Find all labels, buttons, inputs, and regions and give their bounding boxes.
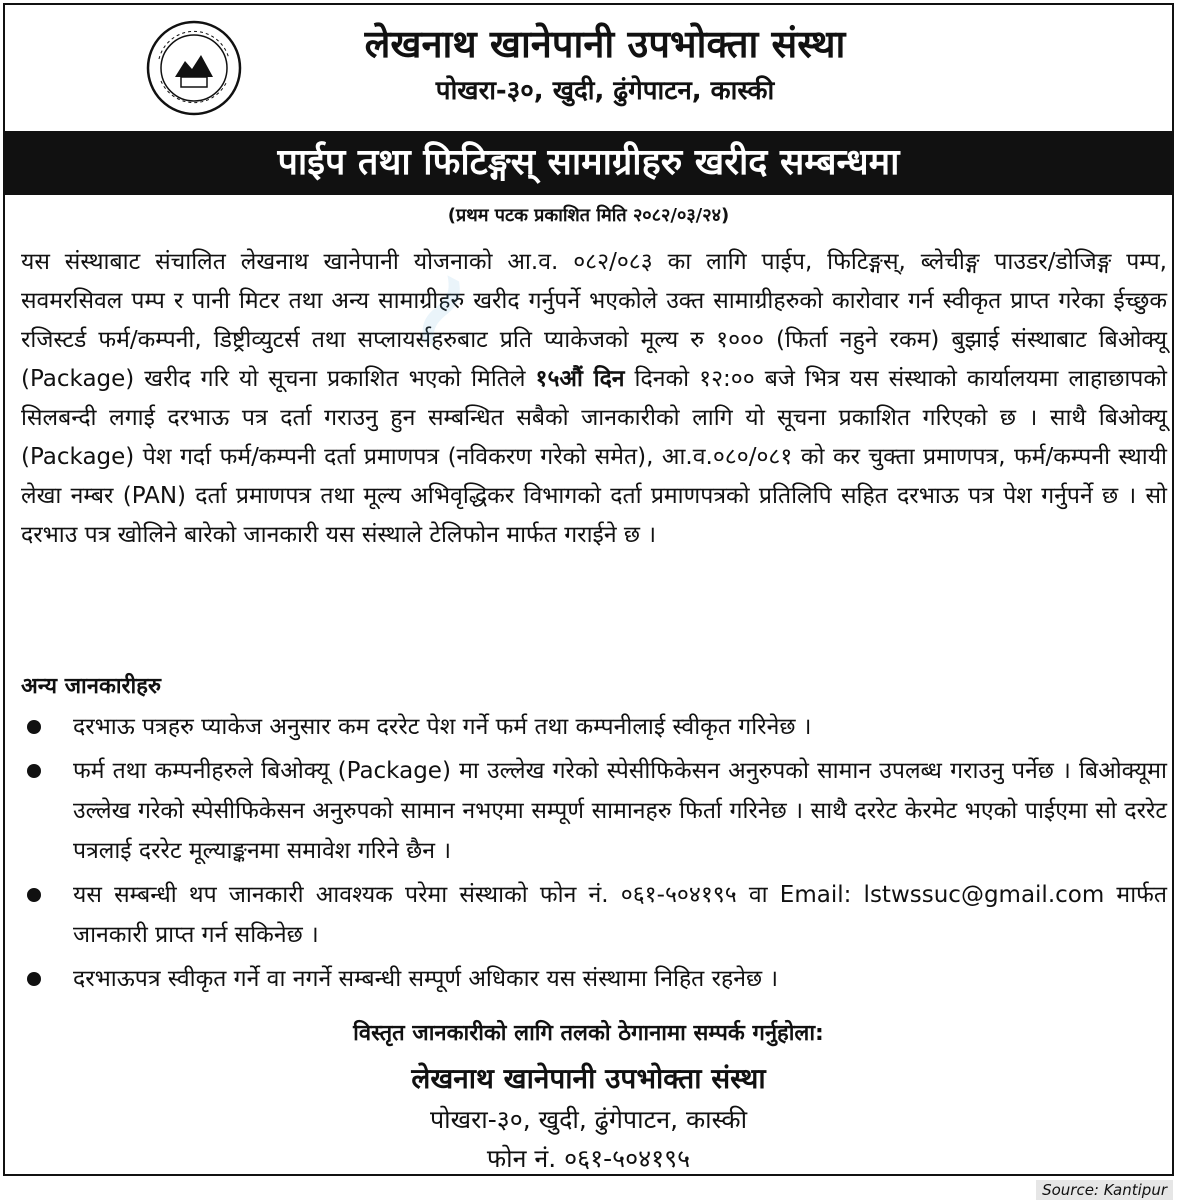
notice-body [21, 243, 1167, 555]
list-item [21, 707, 1167, 747]
organization-seal-icon [145, 19, 243, 117]
body-text-part1: यस संस्थाबाट संचालित लेखनाथ खानेपानी योजनाको आ.व. ०८२/०८३ का लागि पाईप, फिटिङ्गस्, ब्लेचीङ्ग पाउडर/डोजिङ्ग पम्प, सवमरसिवल पम्प र पानी मिटर तथा अन्य सामाग्रीहरु खरीद गर्नुपर्ने भएकोले उक्त सामाग्रीहरुको कारोवार गर्न स्वीकृत प्राप्त गरेका ईच्छुक रजिस्टर्ड फर्म/कम्पनी, डिष्ट्रीव्युटर्स तथा सप्लायर्सहरुबाट प्रति प्याकेजको मूल्य रु १००० (फिर्ता नहुने रकम) बुझाई संस्थाबाट बिओक्यू (Package) खरीद गरि यो सूचना प्रकाशित भएको मितिले [21, 249, 1167, 392]
contact-phone: फोन नं. ०६१-५०४१९५ [486, 1144, 691, 1173]
other-info-heading: अन्य जानकारीहरु [21, 674, 162, 699]
other-info-list [21, 707, 1167, 1003]
published-date-note: (प्रथम पटक प्रकाशित मिति २०८२/०३/२४) [447, 205, 730, 226]
notice-title: पाईप तथा फिटिङ्गस् सामाग्रीहरु खरीद सम्बन्धमा [5, 131, 1172, 195]
bullet-icon [27, 720, 41, 734]
bullet-icon [27, 764, 41, 778]
list-item-text: यस सम्बन्धी थप जानकारी आवश्यक परेमा संस्थाको फोन नं. ०६१-५०४१९५ वा Email: lstwssuc@gmail.com मार्फत जानकारी प्राप्त गर्न सकिनेछ । [73, 882, 1167, 948]
notice-header [5, 5, 1172, 133]
contact-organization-name: लेखनाथ खानेपानी उपभोक्ता संस्था [411, 1062, 766, 1095]
watermark: ~ [360, 233, 520, 381]
contact-address: पोखरा-३०, खुदी, ढुंगेपाटन, कास्की [429, 1105, 748, 1134]
list-item-text: दरभाऊ पत्रहरु प्याकेज अनुसार कम दररेट पेश गर्ने फर्म तथा कम्पनीलाई स्वीकृत गरिनेछ । [73, 714, 812, 740]
organization-address: पोखरा-३०, खुदी, ढुंगेपाटन, कास्की [435, 76, 775, 106]
body-text-part2: दिनको १२:०० बजे भित्र यस संस्थाको कार्यालयमा लाहाछापको सिलबन्दी लगाई दरभाऊ पत्र दर्ता गराउनु हुन सम्बन्धित सबैको जानकारीको लागि यो सूचना प्रकाशित गरिएको छ । साथै बिओक्यू (Package) पेश गर्दा फर्म/कम्पनी दर्ता प्रमाणपत्र (नविकरण गरेको समेत), आ.व.०८०/०८१ को कर चुक्ता प्रमाणपत्र, फर्म/कम्पनी स्थायी लेखा नम्बर (PAN) दर्ता प्रमाणपत्र तथा मूल्य अभिवृद्धिकर विभागको दर्ता प्रमाणपत्रको प्रतिलिपि सहित दरभाऊ पत्र पेश गर्नुपर्ने छ । सो दरभाउ पत्र खोलिने बारेको जानकारी यस संस्थाले टेलिफोन मार्फत गराईने छ । [21, 366, 1167, 548]
list-item-text: फर्म तथा कम्पनीहरुले बिओक्यू (Package) मा उल्लेख गरेको स्पेसीफिकेसन अनुरुपको सामान उपलब्ध गराउनु पर्नेछ । बिओक्यूमा उल्लेख गरेको स्पेसीफिकेसन अनुरुपको सामान नभएमा सम्पूर्ण सामानहरु फिर्ता गरिनेछ । साथै दररेट केरमेट भएको पाईएमा सो दररेट पत्रलाई दररेट मूल्याङ्कनमा समावेश गरिने छैन । [73, 758, 1167, 864]
source-credit: Source: Kantipur [1036, 1180, 1173, 1200]
list-item [21, 875, 1167, 955]
list-item [21, 959, 1167, 999]
bullet-icon [27, 888, 41, 902]
list-item-text: दरभाऊपत्र स्वीकृत गर्ने वा नगर्ने सम्बन्धी सम्पूर्ण अधिकार यस संस्थामा निहित रहनेछ । [73, 966, 779, 992]
organization-name: लेखनाथ खानेपानी उपभोक्ता संस्था [364, 22, 846, 66]
contact-lead-text: विस्तृत जानकारीको लागि तलको ठेगानामा सम्पर्क गर्नुहोला: [353, 1021, 824, 1046]
list-item [21, 751, 1167, 871]
bullet-icon [27, 972, 41, 986]
tender-notice [3, 3, 1174, 1176]
deadline-highlight: १५औं दिन [535, 366, 625, 392]
